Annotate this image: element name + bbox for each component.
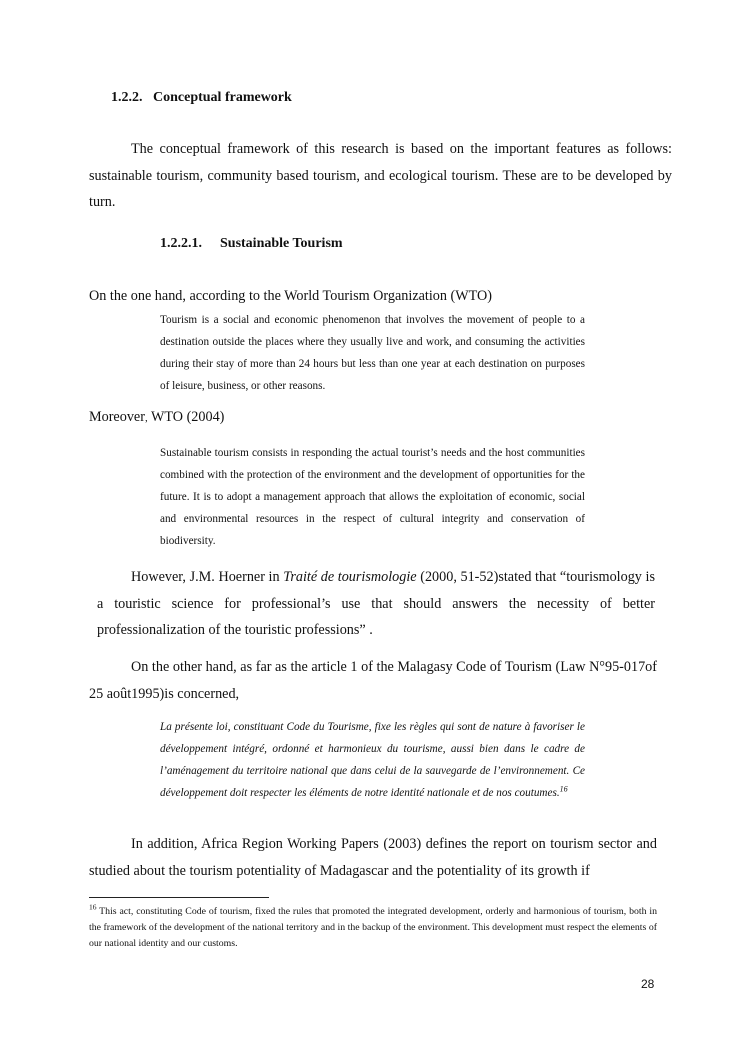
section-heading bbox=[111, 90, 292, 106]
moreover-rest: WTO (2004) bbox=[147, 409, 225, 425]
hoerner-before: However, J.M. Hoerner in bbox=[131, 569, 284, 585]
hoerner-paragraph bbox=[97, 564, 655, 644]
french-quote-text: La présente loi, constituant Code du Tourisme, fixe les règles qui sont de nature à favoriser le développement intégré, ordonné et harmonieux du tourisme, aussi bien dans le cadre de l’aménagement du territoire national que dans celui de la sauvegarde de l’environnement. Ce développement doit respecter les éléments de notre identité nationale et de nos coutumes. bbox=[160, 721, 585, 799]
subsection-heading bbox=[160, 236, 343, 252]
footnote-text: This act, constituting Code of tourism, fixed the rules that promoted the integrated development, orderly and harmonious of tourism, both in the framework of the development of the national territory and in the backup of the environment. This development must respect the elements of our national identity and our customs. bbox=[89, 906, 657, 949]
french-quote bbox=[160, 716, 585, 804]
footnote-ref: 16 bbox=[559, 784, 568, 794]
hoerner-after: (2000, 51-52)stated that “tourismology is a touristic science for professional’s use that should answers the necessity of better professionalization of the touristic professions” . bbox=[97, 569, 655, 638]
subsection-number: 1.2.2.1. bbox=[160, 236, 202, 251]
footnote bbox=[89, 904, 657, 952]
intro-paragraph: The conceptual framework of this research is based on the important features as follows: sustainable tourism, community based tourism, and ecological tourism. These are to be developed by turn. bbox=[89, 141, 672, 210]
subsection-title: Sustainable Tourism bbox=[220, 236, 343, 251]
wto-quote: Tourism is a social and economic phenomenon that involves the movement of people to a destination outside the places where they usually live and work, and consuming the activities during their stay of more than 24 hours but less than one year at each destination on purposes of leisure, business, or other reasons. bbox=[160, 314, 585, 392]
wto2004-quote: Sustainable tourism consists in responding the actual tourist’s needs and the host communities combined with the protection of the environment and the development of opportunities for the future. It is to adopt a management approach that allows the exploitation of economic, social and environmental resources in the respect of cultural integrity and conservation of biodiversity. bbox=[160, 447, 585, 547]
section-number: 1.2.2. bbox=[111, 90, 143, 105]
wto-intro: On the one hand, according to the World Tourism Organization (WTO) bbox=[89, 288, 493, 304]
malagasy-paragraph: On the other hand, as far as the article 1 of the Malagasy Code of Tourism (Law N°95-017of 25 août1995)is concerned, bbox=[89, 659, 657, 702]
section-title: Conceptual framework bbox=[153, 90, 292, 105]
footnote-marker: 16 bbox=[89, 902, 97, 912]
moreover-line bbox=[89, 404, 672, 432]
hoerner-book-title: Traité de tourismologie bbox=[283, 569, 417, 585]
moreover-word: Moreover bbox=[89, 409, 145, 425]
footnote-rule bbox=[89, 897, 269, 898]
africa-paragraph: In addition, Africa Region Working Papers (2003) defines the report on tourism sector and studied about the tourism potentiality of Madagascar and the potentiality of its growth if bbox=[89, 836, 657, 879]
page-number: 28 bbox=[641, 977, 655, 991]
moreover-comma: , bbox=[144, 412, 148, 424]
